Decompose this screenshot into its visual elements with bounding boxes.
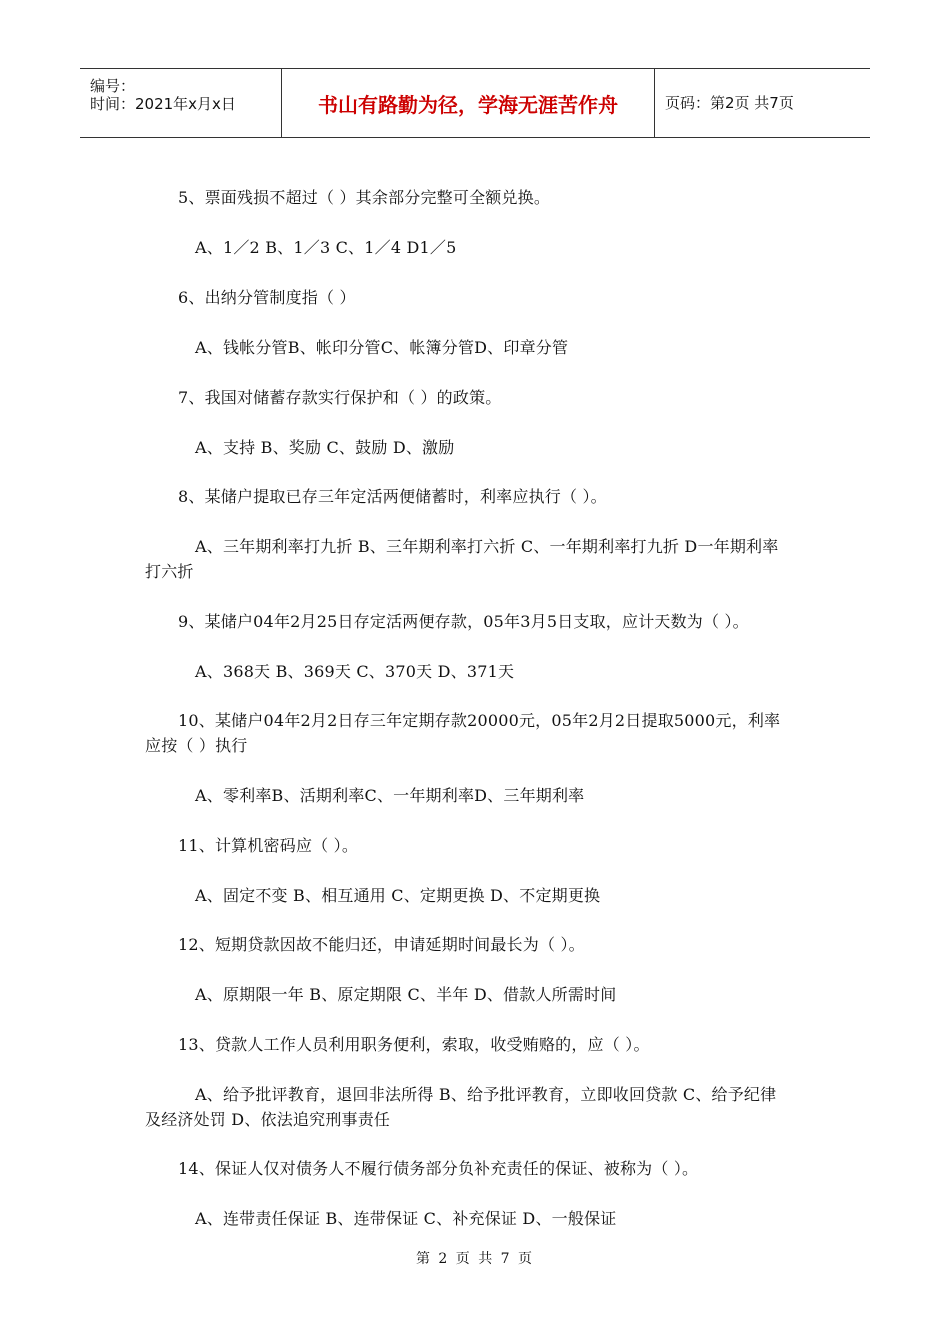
options-11: A、固定不变 B、相互通用 C、定期更换 D、不定期更换 [195, 886, 601, 905]
question-6: 6、出纳分管制度指（ ） [178, 288, 356, 307]
options-6: A、钱帐分管B、帐印分管C、帐簿分管D、印章分管 [195, 338, 569, 357]
options-14: A、连带责任保证 B、连带保证 C、补充保证 D、一般保证 [195, 1209, 617, 1228]
options-10: A、零利率B、活期利率C、一年期利率D、三年期利率 [195, 786, 585, 805]
question-10-cont: 应按（ ）执行 [145, 736, 248, 755]
question-5: 5、票面残损不超过（ ）其余部分完整可全额兑换。 [178, 188, 551, 207]
options-7: A、支持 B、奖励 C、鼓励 D、激励 [195, 438, 455, 457]
header-page-number: 页码：第2页 共7页 [665, 94, 794, 112]
options-8: A、三年期利率打九折 B、三年期利率打六折 C、一年期利率打九折 D一年期利率 [195, 537, 779, 556]
header-table [80, 68, 870, 138]
options-13-cont: 及经济处罚 D、依法追究刑事责任 [145, 1110, 391, 1129]
question-7: 7、我国对储蓄存款实行保护和（ ）的政策。 [178, 388, 502, 407]
question-12: 12、短期贷款因故不能归还，申请延期时间最长为（ ）。 [178, 935, 585, 954]
question-14: 14、保证人仅对债务人不履行债务部分负补充责任的保证、被称为（ ）。 [178, 1159, 699, 1178]
header-motto: 书山有路勤为径，学海无涯苦作舟 [282, 69, 655, 137]
options-5: A、1／2 B、1／3 C、1／4 D1／5 [195, 238, 457, 257]
page-footer: 第 2 页 共 7 页 [415, 1251, 535, 1267]
options-9: A、368天 B、369天 C、370天 D、371天 [195, 662, 515, 681]
question-11: 11、计算机密码应（ ）。 [178, 836, 359, 855]
header-info-cell [80, 69, 282, 137]
question-9: 9、某储户04年2月25日存定活两便存款，05年3月5日支取，应计天数为（ ）。 [178, 612, 749, 631]
question-13: 13、贷款人工作人员利用职务便利，索取，收受贿赂的，应（ ）。 [178, 1035, 650, 1054]
number-label: 编号： [90, 77, 136, 95]
options-12: A、原期限一年 B、原定期限 C、半年 D、借款人所需时间 [195, 985, 617, 1004]
options-8-cont: 打六折 [145, 562, 194, 581]
question-8: 8、某储户提取已存三年定活两便储蓄时，利率应执行（ ）。 [178, 487, 607, 506]
date-label: 时间：2021年x月x日 [90, 95, 236, 113]
question-10: 10、某储户04年2月2日存三年定期存款20000元，05年2月2日提取5000元，利率 [178, 711, 781, 730]
options-13: A、给予批评教育，退回非法所得 B、给予批评教育，立即收回贷款 C、给予纪律 [195, 1085, 777, 1104]
